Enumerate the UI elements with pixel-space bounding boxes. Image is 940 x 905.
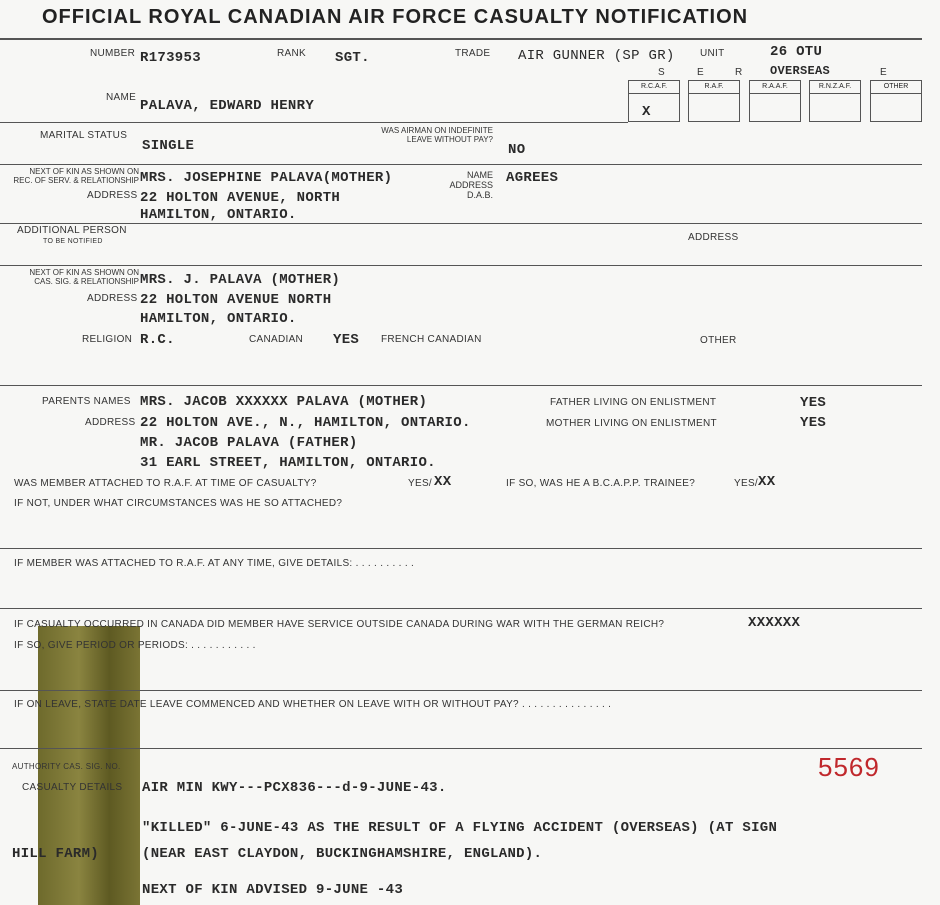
canadian-label: CANADIAN [249, 334, 304, 345]
casualty-line-1: AIR MIN KWY---PCX836---d-9-JUNE-43. [142, 780, 447, 796]
trade-value: AIR GUNNER (SP GR) [518, 48, 675, 64]
name-address-dab-label: NAME ADDRESS D.A.B. [449, 170, 493, 200]
sero-letter: S [658, 67, 665, 78]
raf-attached-yes: YES/ [408, 478, 432, 489]
casualty-line-2: "KILLED" 6-JUNE-43 AS THE RESULT OF A FLYING ACCIDENT (OVERSEAS) (AT SIGN [142, 820, 778, 836]
canada-service-value: XXXXXX [748, 615, 801, 631]
raf-attached-label: WAS MEMBER ATTACHED TO R.A.F. AT TIME OF CASUALTY? [14, 478, 317, 489]
nok-cas-address-1: 22 HOLTON AVENUE NORTH [140, 292, 332, 308]
divider [0, 38, 922, 40]
mother-living-label: MOTHER LIVING ON ENLISTMENT [546, 418, 717, 429]
divider [0, 385, 922, 386]
service-box-rcaf: R.C.A.F. [628, 80, 680, 122]
additional-address-label: ADDRESS [688, 232, 739, 243]
address-label: ADDRESS [85, 417, 136, 428]
nok-cas-label: NEXT OF KIN AS SHOWN ON CAS. SIG. & RELATIONSHIP [29, 268, 139, 286]
form-title: OFFICIAL ROYAL CANADIAN AIR FORCE CASUALTY NOTIFICATION [42, 6, 749, 28]
parents-address-3: 31 EARL STREET, HAMILTON, ONTARIO. [140, 455, 436, 471]
divider [0, 548, 922, 549]
indef-leave-label: WAS AIRMAN ON INDEFINITE LEAVE WITHOUT PAY? [381, 126, 493, 144]
canadian-value: YES [333, 332, 360, 348]
circumstances-label: IF NOT, UNDER WHAT CIRCUMSTANCES WAS HE SO ATTACHED? [14, 498, 343, 509]
unit-value: 26 OTU [770, 44, 823, 60]
additional-person-label: ADDITIONAL PERSON [17, 225, 127, 236]
father-living-label: FATHER LIVING ON ENLISTMENT [550, 397, 717, 408]
divider [0, 223, 922, 224]
service-box-other: OTHER [870, 80, 922, 122]
bcatp-label: IF SO, WAS HE A B.C.A.P.P. TRAINEE? [506, 478, 696, 489]
service-box-raaf: R.A.A.F. [749, 80, 801, 122]
rank-value: SGT. [335, 50, 370, 66]
unit-value-2: OVERSEAS [770, 64, 831, 78]
bcatp-value: XX [758, 474, 776, 490]
raf-attached-value: XX [434, 474, 452, 490]
divider [0, 608, 922, 609]
religion-label: RELIGION [82, 334, 133, 345]
address-label: ADDRESS [87, 293, 138, 304]
number-label: NUMBER [90, 48, 136, 59]
parents-label: PARENTS NAMES [42, 396, 131, 407]
authority-label: AUTHORITY CAS. SIG. NO. [12, 762, 121, 771]
divider [0, 164, 922, 165]
divider [0, 690, 922, 691]
sero-letter: E [880, 67, 887, 78]
casualty-line-3b: (NEAR EAST CLAYDON, BUCKINGHAMSHIRE, ENGLAND). [142, 846, 543, 862]
bcatp-yes: YES/ [734, 478, 758, 489]
address-label: ADDRESS [87, 190, 138, 201]
name-value: PALAVA, EDWARD HENRY [140, 98, 315, 114]
parents-address-1: 22 HOLTON AVE., N., HAMILTON, ONTARIO. [140, 415, 471, 431]
nok-rec-address-2: HAMILTON, ONTARIO. [140, 207, 297, 223]
canada-service-label: IF CASUALTY OCCURRED IN CANADA DID MEMBER HAVE SERVICE OUTSIDE CANADA DURING WAR WITH THE GERMAN REICH? [14, 619, 665, 630]
trade-label: TRADE [455, 48, 491, 59]
number-value: R173953 [140, 50, 201, 66]
file-number: 5569 [818, 752, 880, 782]
marital-label: MARITAL STATUS [40, 130, 128, 141]
nok-rec-address-1: 22 HOLTON AVENUE, NORTH [140, 190, 341, 206]
to-be-notified-label: TO BE NOTIFIED [43, 238, 103, 245]
french-canadian-label: FRENCH CANADIAN [381, 334, 482, 345]
casualty-details-label: CASUALTY DETAILS [22, 782, 123, 793]
other-label: OTHER [700, 335, 737, 346]
religion-value: R.C. [140, 332, 175, 348]
periods-label: IF SO, GIVE PERIOD OR PERIODS: . . . . . . . . . . . [14, 640, 256, 651]
nok-cas-value: MRS. J. PALAVA (MOTHER) [140, 272, 341, 288]
nok-rec-label: NEXT OF KIN AS SHOWN ON REC. OF SERV. & RELATIONSHIP [13, 167, 139, 185]
mother-living-value: YES [800, 415, 827, 431]
unit-label: UNIT [700, 48, 725, 59]
service-box-rnzaf: R.N.Z.A.F. [809, 80, 861, 122]
divider [0, 122, 628, 123]
marital-value: SINGLE [142, 138, 195, 154]
rank-label: RANK [277, 48, 306, 59]
leave-label: IF ON LEAVE, STATE DATE LEAVE COMMENCED AND WHETHER ON LEAVE WITH OR WITHOUT PAY? . . . . . . . . . . . . . . . [14, 699, 612, 710]
sero-letter: E [697, 67, 704, 78]
nok-cas-address-2: HAMILTON, ONTARIO. [140, 311, 297, 327]
service-box-raf: R.A.F. [688, 80, 740, 122]
casualty-line-3a: HILL FARM) [12, 846, 100, 862]
name-address-dab-value: AGREES [506, 170, 559, 186]
name-label: NAME [106, 92, 137, 103]
raf-any-label: IF MEMBER WAS ATTACHED TO R.A.F. AT ANY TIME, GIVE DETAILS: . . . . . . . . . . [14, 558, 415, 569]
indef-leave-value: NO [508, 142, 526, 158]
divider [0, 748, 922, 749]
nok-rec-value: MRS. JOSEPHINE PALAVA(MOTHER) [140, 170, 393, 186]
divider [0, 265, 922, 266]
sero-letter: R [735, 67, 743, 78]
service-mark: X [642, 104, 651, 120]
parents-address-2: MR. JACOB PALAVA (FATHER) [140, 435, 358, 451]
parents-value: MRS. JACOB XXXXXX PALAVA (MOTHER) [140, 394, 428, 410]
father-living-value: YES [800, 395, 827, 411]
casualty-line-4: NEXT OF KIN ADVISED 9-JUNE -43 [142, 882, 404, 898]
